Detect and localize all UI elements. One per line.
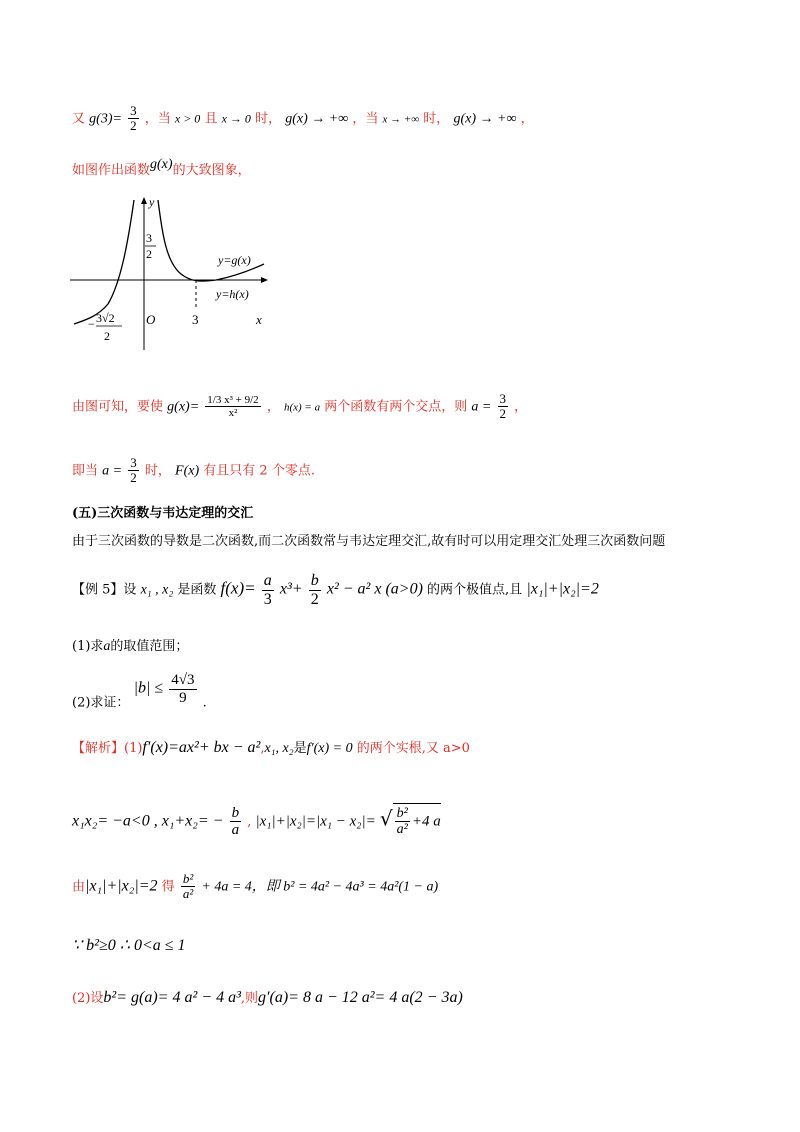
text: ， <box>514 399 528 415</box>
text: 有且只有 2 个零点. <box>203 463 315 479</box>
solution-3 <box>72 872 438 902</box>
text: 且 <box>204 111 218 127</box>
text: 又 <box>72 111 86 127</box>
line-zeros <box>72 456 315 486</box>
fraction: $\frac{3}{2}$ <box>499 391 506 422</box>
math: |x₁|+|x₂|=2 <box>526 580 599 598</box>
fraction: $\frac{\text{1/3 x³ + 9/2}}{\text{x²}}$ <box>207 394 259 420</box>
example-tag: 【例 5】 <box>72 582 124 598</box>
math: g′(a)= 8 a − 12 a²= 4 a(2 − 3a) <box>258 989 463 1006</box>
solution-2: x₁x₂= −a<0 , x₁+x₂= − $\frac{b}{a}$ , |x₁|+|x₂|=|x₁ − x₂|= √ $\frac{\text{b²}}{\text{a²}}$ +4 a <box>72 804 441 839</box>
line-graph-intro <box>72 158 251 177</box>
text: (2)设 <box>72 991 104 1006</box>
solution-4 <box>72 938 186 954</box>
math: ∵ b²≥0 ∴ 0<a ≤ 1 <box>72 937 186 954</box>
math: x → 0 <box>221 111 251 126</box>
math: |b| ≤ <box>133 679 164 697</box>
example-5 <box>72 572 599 608</box>
fraction: $\frac{\text{b²}}{\text{a²}}$ <box>182 871 194 902</box>
neg-sign: − <box>88 317 95 331</box>
fraction: $\frac{b}{a}$ <box>231 804 240 839</box>
text: 的大致图象， <box>172 163 251 178</box>
text: (2)求证： <box>72 695 130 711</box>
math: b²= g(a)= 4 a² − 4 a³ <box>103 989 241 1006</box>
fraction: $\frac{3}{2}$ <box>130 103 137 134</box>
function-graph <box>66 192 276 352</box>
section-title: (五)三次函数与韦达定理的交汇 <box>72 506 254 521</box>
fraction: $\frac{4√3}{9}$ <box>171 672 195 706</box>
fraction: $\frac{3}{2}$ <box>130 455 137 486</box>
text: 时， <box>255 111 282 127</box>
text: 是 <box>293 741 307 756</box>
text: 两个函数有两个交点，则 <box>324 399 468 415</box>
text: 的两个极值点,且 <box>427 582 523 598</box>
y-axis-label: y <box>149 195 155 209</box>
fraction: $\frac{b}{2}$ <box>310 572 319 608</box>
math: x → +∞ <box>382 113 420 126</box>
line-intersection <box>72 392 527 422</box>
math: g(x)= <box>167 399 200 415</box>
text: 时， <box>423 111 450 127</box>
solution-5 <box>72 990 463 1006</box>
math: f′(x)=ax²+ bx − a² <box>142 739 261 756</box>
text: 得 <box>161 879 175 895</box>
text: ， <box>266 399 280 415</box>
x-axis-label: x <box>256 312 262 327</box>
tick-3-half-den: 2 <box>146 247 152 261</box>
tick-3-half-num: 3 <box>146 231 152 245</box>
math: +4 a <box>411 813 441 830</box>
math: x₁x₂= −a<0 , x₁+x₂= − <box>72 812 224 830</box>
math: a <box>103 639 111 654</box>
text: (1)求 <box>72 639 104 654</box>
math: g(x) → +∞ <box>285 111 349 127</box>
math: |x₁|+|x₂|=|x₁ − x₂|= <box>255 813 376 830</box>
text: ，当 <box>144 111 171 127</box>
text: ， <box>520 111 534 127</box>
origin-label: O <box>146 312 156 327</box>
math: f(x)= <box>220 578 256 598</box>
math: x₁ , x₂ <box>140 582 174 598</box>
math: h(x) = a <box>283 401 321 414</box>
math: x > 0 <box>174 111 201 126</box>
text: 即当 <box>72 463 99 479</box>
text: 是函数 <box>177 582 217 598</box>
fraction: $\frac{a}{3}$ <box>263 572 272 608</box>
question-2 <box>72 672 207 710</box>
text: 的取值范围； <box>110 639 189 654</box>
math: a = <box>471 399 492 415</box>
math: g(x) <box>150 157 173 172</box>
g-label: y=g(x) <box>218 253 251 267</box>
text: . <box>202 695 207 711</box>
math: x³+ <box>279 580 303 598</box>
text: ，当 <box>352 111 379 127</box>
math: F(x) <box>175 463 200 479</box>
question-1 <box>72 640 188 654</box>
math: g(3)= <box>89 111 122 127</box>
tick-3: 3 <box>192 312 199 327</box>
neg-den: 2 <box>104 329 110 343</box>
text: 由 <box>72 879 86 895</box>
fraction: $\frac{\text{b²}}{\text{a²}}$ <box>396 806 408 838</box>
text: 如图作出函数 <box>72 163 151 178</box>
line-g3 <box>72 104 534 134</box>
math: + 4a = 4，即 b² = 4a² − 4a³ = 4a²(1 − a) <box>201 879 439 895</box>
text: 的两个实根,又 a>0 <box>356 741 470 756</box>
text: ,则 <box>240 991 258 1006</box>
text: 时， <box>144 463 171 479</box>
text: , <box>260 741 265 756</box>
h-label: y=h(x) <box>216 287 249 301</box>
text: 设 <box>123 582 137 598</box>
neg-num: 3√2 <box>96 311 115 325</box>
section-intro: 由于三次函数的导数是二次函数,而二次函数常与韦达定理交汇,故有时可以用定理交汇处理三次函数问题 <box>72 534 666 549</box>
math: g(x) → +∞ <box>453 111 517 127</box>
math: x² − a² x (a>0) <box>326 580 423 598</box>
text: , <box>247 814 252 830</box>
solution-1 <box>72 740 470 756</box>
text: 由图可知，要使 <box>72 399 164 415</box>
math: a = <box>102 463 123 479</box>
math: f′(x) = 0 <box>306 741 353 756</box>
solution-tag: 【解析】(1) <box>72 741 143 756</box>
math: |x₁|+|x₂|=2 <box>85 877 158 895</box>
math: x₁, x₂ <box>264 741 294 756</box>
